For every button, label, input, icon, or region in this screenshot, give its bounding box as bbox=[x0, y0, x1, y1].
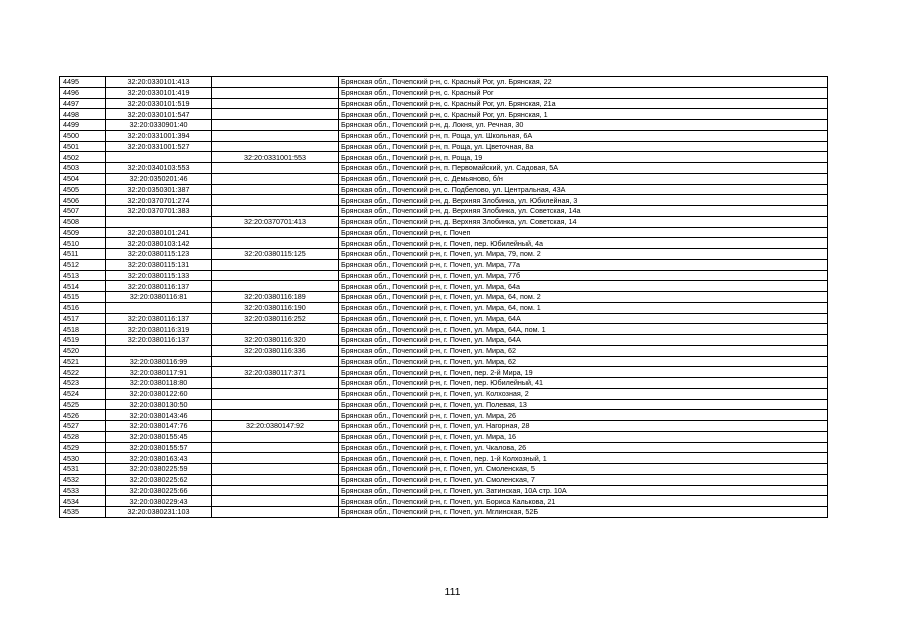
address-cell: Брянская обл., Почепский р-н, г. Почеп, ул. Мира, 64а bbox=[339, 281, 828, 292]
related-cadastral-number-cell bbox=[212, 98, 339, 109]
related-cadastral-number-cell: 32:20:0380117:371 bbox=[212, 367, 339, 378]
cadastral-number-cell: 32:20:0380225:59 bbox=[106, 464, 212, 475]
cadastral-number-cell: 32:20:0380116:319 bbox=[106, 324, 212, 335]
related-cadastral-number-cell bbox=[212, 130, 339, 141]
address-cell: Брянская обл., Почепский р-н, г. Почеп, ул. Затинская, 10А стр. 10А bbox=[339, 485, 828, 496]
table-row bbox=[60, 324, 828, 335]
table-row bbox=[60, 163, 828, 174]
row-number-cell: 4496 bbox=[60, 87, 106, 98]
row-number-cell: 4516 bbox=[60, 302, 106, 313]
row-number-cell: 4504 bbox=[60, 173, 106, 184]
table-row bbox=[60, 345, 828, 356]
registry-table bbox=[59, 76, 828, 518]
related-cadastral-number-cell: 32:20:0380116:336 bbox=[212, 345, 339, 356]
table-row bbox=[60, 152, 828, 163]
table-row bbox=[60, 98, 828, 109]
cadastral-number-cell: 32:20:0380116:137 bbox=[106, 335, 212, 346]
related-cadastral-number-cell: 32:20:0380147:92 bbox=[212, 421, 339, 432]
table-row bbox=[60, 173, 828, 184]
address-cell: Брянская обл., Почепский р-н, г. Почеп, ул. Мира, 79, пом. 2 bbox=[339, 249, 828, 260]
cadastral-number-cell: 32:20:0330101:413 bbox=[106, 77, 212, 88]
related-cadastral-number-cell bbox=[212, 464, 339, 475]
cadastral-number-cell: 32:20:0380103:142 bbox=[106, 238, 212, 249]
related-cadastral-number-cell bbox=[212, 120, 339, 131]
cadastral-number-cell: 32:20:0380225:62 bbox=[106, 474, 212, 485]
table-row bbox=[60, 259, 828, 270]
cadastral-number-cell: 32:20:0380115:133 bbox=[106, 270, 212, 281]
cadastral-number-cell: 32:20:0380115:131 bbox=[106, 259, 212, 270]
row-number-cell: 4517 bbox=[60, 313, 106, 324]
row-number-cell: 4503 bbox=[60, 163, 106, 174]
address-cell: Брянская обл., Почепский р-н, г. Почеп, ул. Смоленская, 7 bbox=[339, 474, 828, 485]
cadastral-number-cell: 32:20:0331001:527 bbox=[106, 141, 212, 152]
table-row bbox=[60, 313, 828, 324]
cadastral-number-cell: 32:20:0350201:46 bbox=[106, 173, 212, 184]
row-number-cell: 4510 bbox=[60, 238, 106, 249]
cadastral-number-cell: 32:20:0380130:50 bbox=[106, 399, 212, 410]
related-cadastral-number-cell bbox=[212, 259, 339, 270]
related-cadastral-number-cell bbox=[212, 453, 339, 464]
address-cell: Брянская обл., Почепский р-н, п. Роща, 19 bbox=[339, 152, 828, 163]
related-cadastral-number-cell: 32:20:0380116:320 bbox=[212, 335, 339, 346]
row-number-cell: 4509 bbox=[60, 227, 106, 238]
table-row bbox=[60, 109, 828, 120]
address-cell: Брянская обл., Почепский р-н, г. Почеп, пер. Юбилейный, 4а bbox=[339, 238, 828, 249]
table-row bbox=[60, 281, 828, 292]
related-cadastral-number-cell bbox=[212, 184, 339, 195]
address-cell: Брянская обл., Почепский р-н, г. Почеп, ул. Нагорная, 28 bbox=[339, 421, 828, 432]
cadastral-number-cell: 32:20:0380116:81 bbox=[106, 292, 212, 303]
address-cell: Брянская обл., Почепский р-н, г. Почеп, пер. 1-й Колхозный, 1 bbox=[339, 453, 828, 464]
row-number-cell: 4502 bbox=[60, 152, 106, 163]
row-number-cell: 4526 bbox=[60, 410, 106, 421]
row-number-cell: 4529 bbox=[60, 442, 106, 453]
cadastral-number-cell: 32:20:0380101:241 bbox=[106, 227, 212, 238]
cadastral-number-cell: 32:20:0330901:40 bbox=[106, 120, 212, 131]
table-row bbox=[60, 184, 828, 195]
related-cadastral-number-cell: 32:20:0380115:125 bbox=[212, 249, 339, 260]
related-cadastral-number-cell: 32:20:0380116:252 bbox=[212, 313, 339, 324]
address-cell: Брянская обл., Почепский р-н, г. Почеп, ул. Мира, 64А, пом. 1 bbox=[339, 324, 828, 335]
cadastral-number-cell: 32:20:0370701:383 bbox=[106, 206, 212, 217]
cadastral-number-cell: 32:20:0380117:91 bbox=[106, 367, 212, 378]
row-number-cell: 4500 bbox=[60, 130, 106, 141]
address-cell: Брянская обл., Почепский р-н, д. Верхняя Злобинка, ул. Советская, 14 bbox=[339, 216, 828, 227]
address-cell: Брянская обл., Почепский р-н, д. Верхняя Злобинка, ул. Советская, 14а bbox=[339, 206, 828, 217]
row-number-cell: 4497 bbox=[60, 98, 106, 109]
cadastral-number-cell: 32:20:0380143:46 bbox=[106, 410, 212, 421]
address-cell: Брянская обл., Почепский р-н, п. Роща, ул. Цветочная, 8а bbox=[339, 141, 828, 152]
cadastral-number-cell: 32:20:0380155:45 bbox=[106, 431, 212, 442]
table-row bbox=[60, 141, 828, 152]
row-number-cell: 4512 bbox=[60, 259, 106, 270]
address-cell: Брянская обл., Почепский р-н, с. Красный Рог, ул. Брянская, 1 bbox=[339, 109, 828, 120]
related-cadastral-number-cell: 32:20:0370701:413 bbox=[212, 216, 339, 227]
row-number-cell: 4523 bbox=[60, 378, 106, 389]
row-number-cell: 4499 bbox=[60, 120, 106, 131]
cadastral-number-cell bbox=[106, 345, 212, 356]
row-number-cell: 4530 bbox=[60, 453, 106, 464]
address-cell: Брянская обл., Почепский р-н, г. Почеп, ул. Мира, 64, пом. 2 bbox=[339, 292, 828, 303]
row-number-cell: 4534 bbox=[60, 496, 106, 507]
row-number-cell: 4495 bbox=[60, 77, 106, 88]
row-number-cell: 4522 bbox=[60, 367, 106, 378]
related-cadastral-number-cell: 32:20:0380116:189 bbox=[212, 292, 339, 303]
related-cadastral-number-cell bbox=[212, 173, 339, 184]
address-cell: Брянская обл., Почепский р-н, г. Почеп, ул. Смоленская, 5 bbox=[339, 464, 828, 475]
table-row bbox=[60, 410, 828, 421]
page-number: 111 bbox=[444, 586, 461, 598]
cadastral-number-cell: 32:20:0380155:57 bbox=[106, 442, 212, 453]
address-cell: Брянская обл., Почепский р-н, г. Почеп, ул. Мира, 62 bbox=[339, 345, 828, 356]
row-number-cell: 4520 bbox=[60, 345, 106, 356]
cadastral-number-cell: 32:20:0380229:43 bbox=[106, 496, 212, 507]
row-number-cell: 4511 bbox=[60, 249, 106, 260]
cadastral-number-cell: 32:20:0380163:43 bbox=[106, 453, 212, 464]
table-row bbox=[60, 474, 828, 485]
related-cadastral-number-cell bbox=[212, 87, 339, 98]
table-row bbox=[60, 378, 828, 389]
table-row bbox=[60, 335, 828, 346]
row-number-cell: 4533 bbox=[60, 485, 106, 496]
table-row bbox=[60, 292, 828, 303]
cadastral-number-cell: 32:20:0380225:66 bbox=[106, 485, 212, 496]
table-row bbox=[60, 367, 828, 378]
cadastral-number-cell: 32:20:0380122:60 bbox=[106, 388, 212, 399]
address-cell: Брянская обл., Почепский р-н, г. Почеп, ул. Мира, 16 bbox=[339, 431, 828, 442]
cadastral-number-cell: 32:20:0330101:419 bbox=[106, 87, 212, 98]
cadastral-number-cell: 32:20:0380116:137 bbox=[106, 281, 212, 292]
related-cadastral-number-cell bbox=[212, 206, 339, 217]
table-row bbox=[60, 87, 828, 98]
row-number-cell: 4515 bbox=[60, 292, 106, 303]
related-cadastral-number-cell bbox=[212, 388, 339, 399]
table-row bbox=[60, 496, 828, 507]
table-row bbox=[60, 421, 828, 432]
row-number-cell: 4518 bbox=[60, 324, 106, 335]
cadastral-number-cell bbox=[106, 216, 212, 227]
address-cell: Брянская обл., Почепский р-н, г. Почеп, ул. Мглинская, 52Б bbox=[339, 507, 828, 518]
table-row bbox=[60, 431, 828, 442]
related-cadastral-number-cell bbox=[212, 238, 339, 249]
row-number-cell: 4514 bbox=[60, 281, 106, 292]
related-cadastral-number-cell bbox=[212, 356, 339, 367]
cadastral-number-cell: 32:20:0331001:394 bbox=[106, 130, 212, 141]
related-cadastral-number-cell bbox=[212, 195, 339, 206]
table-row bbox=[60, 399, 828, 410]
address-cell: Брянская обл., Почепский р-н, г. Почеп, ул. Мира, 77б bbox=[339, 270, 828, 281]
address-cell: Брянская обл., Почепский р-н, г. Почеп, пер. 2-й Мира, 19 bbox=[339, 367, 828, 378]
related-cadastral-number-cell bbox=[212, 77, 339, 88]
table-row bbox=[60, 227, 828, 238]
cadastral-number-cell: 32:20:0380231:103 bbox=[106, 507, 212, 518]
address-cell: Брянская обл., Почепский р-н, г. Почеп, ул. Мира, 64А bbox=[339, 313, 828, 324]
cadastral-number-cell: 32:20:0330101:519 bbox=[106, 98, 212, 109]
address-cell: Брянская обл., Почепский р-н, с. Красный Рог bbox=[339, 87, 828, 98]
row-number-cell: 4535 bbox=[60, 507, 106, 518]
address-cell: Брянская обл., Почепский р-н, г. Почеп, ул. Мира, 26 bbox=[339, 410, 828, 421]
table-row bbox=[60, 249, 828, 260]
cadastral-number-cell: 32:20:0370701:274 bbox=[106, 195, 212, 206]
row-number-cell: 4525 bbox=[60, 399, 106, 410]
cadastral-number-cell: 32:20:0380116:99 bbox=[106, 356, 212, 367]
related-cadastral-number-cell bbox=[212, 399, 339, 410]
row-number-cell: 4531 bbox=[60, 464, 106, 475]
cadastral-number-cell: 32:20:0380116:137 bbox=[106, 313, 212, 324]
address-cell: Брянская обл., Почепский р-н, п. Первомайский, ул. Садовая, 5А bbox=[339, 163, 828, 174]
row-number-cell: 4532 bbox=[60, 474, 106, 485]
cadastral-number-cell: 32:20:0380118:80 bbox=[106, 378, 212, 389]
related-cadastral-number-cell bbox=[212, 270, 339, 281]
related-cadastral-number-cell bbox=[212, 163, 339, 174]
related-cadastral-number-cell bbox=[212, 141, 339, 152]
related-cadastral-number-cell bbox=[212, 378, 339, 389]
table-row bbox=[60, 464, 828, 475]
related-cadastral-number-cell bbox=[212, 507, 339, 518]
table-row bbox=[60, 77, 828, 88]
table-row bbox=[60, 270, 828, 281]
related-cadastral-number-cell bbox=[212, 485, 339, 496]
related-cadastral-number-cell bbox=[212, 496, 339, 507]
registry-table-body bbox=[60, 77, 828, 518]
row-number-cell: 4528 bbox=[60, 431, 106, 442]
table-row bbox=[60, 302, 828, 313]
row-number-cell: 4524 bbox=[60, 388, 106, 399]
row-number-cell: 4513 bbox=[60, 270, 106, 281]
table-row bbox=[60, 216, 828, 227]
address-cell: Брянская обл., Почепский р-н, г. Почеп, ул. Колхозная, 2 bbox=[339, 388, 828, 399]
address-cell: Брянская обл., Почепский р-н, п. Роща, ул. Школьная, 6А bbox=[339, 130, 828, 141]
table-row bbox=[60, 485, 828, 496]
row-number-cell: 4521 bbox=[60, 356, 106, 367]
address-cell: Брянская обл., Почепский р-н, с. Красный Рог, ул. Брянская, 22 bbox=[339, 77, 828, 88]
related-cadastral-number-cell bbox=[212, 324, 339, 335]
address-cell: Брянская обл., Почепский р-н, д. Локня, ул. Речная, 30 bbox=[339, 120, 828, 131]
table-row bbox=[60, 442, 828, 453]
cadastral-number-cell: 32:20:0380115:123 bbox=[106, 249, 212, 260]
address-cell: Брянская обл., Почепский р-н, г. Почеп, пер. Юбилейный, 41 bbox=[339, 378, 828, 389]
related-cadastral-number-cell bbox=[212, 474, 339, 485]
address-cell: Брянская обл., Почепский р-н, г. Почеп, ул. Чкалова, 26 bbox=[339, 442, 828, 453]
table-row bbox=[60, 507, 828, 518]
address-cell: Брянская обл., Почепский р-н, г. Почеп, ул. Мира, 62 bbox=[339, 356, 828, 367]
related-cadastral-number-cell bbox=[212, 281, 339, 292]
address-cell: Брянская обл., Почепский р-н, с. Красный Рог, ул. Брянская, 21а bbox=[339, 98, 828, 109]
related-cadastral-number-cell bbox=[212, 109, 339, 120]
cadastral-number-cell: 32:20:0330101:547 bbox=[106, 109, 212, 120]
row-number-cell: 4527 bbox=[60, 421, 106, 432]
cadastral-number-cell: 32:20:0340103:553 bbox=[106, 163, 212, 174]
table-row bbox=[60, 120, 828, 131]
row-number-cell: 4519 bbox=[60, 335, 106, 346]
address-cell: Брянская обл., Почепский р-н, с. Демьяново, б/н bbox=[339, 173, 828, 184]
address-cell: Брянская обл., Почепский р-н, г. Почеп, ул. Полевая, 13 bbox=[339, 399, 828, 410]
related-cadastral-number-cell bbox=[212, 442, 339, 453]
address-cell: Брянская обл., Почепский р-н, д. Верхняя Злобинка, ул. Юбилейная, 3 bbox=[339, 195, 828, 206]
table-row bbox=[60, 238, 828, 249]
related-cadastral-number-cell: 32:20:0331001:553 bbox=[212, 152, 339, 163]
address-cell: Брянская обл., Почепский р-н, г. Почеп bbox=[339, 227, 828, 238]
table-row bbox=[60, 453, 828, 464]
related-cadastral-number-cell bbox=[212, 410, 339, 421]
row-number-cell: 4508 bbox=[60, 216, 106, 227]
address-cell: Брянская обл., Почепский р-н, г. Почеп, ул. Мира, 77а bbox=[339, 259, 828, 270]
row-number-cell: 4507 bbox=[60, 206, 106, 217]
address-cell: Брянская обл., Почепский р-н, г. Почеп, ул. Мира, 64А bbox=[339, 335, 828, 346]
cadastral-number-cell bbox=[106, 152, 212, 163]
address-cell: Брянская обл., Почепский р-н, г. Почеп, ул. Мира, 64, пом. 1 bbox=[339, 302, 828, 313]
address-cell: Брянская обл., Почепский р-н, г. Почеп, ул. Бориса Калькова, 21 bbox=[339, 496, 828, 507]
table-row bbox=[60, 356, 828, 367]
related-cadastral-number-cell: 32:20:0380116:190 bbox=[212, 302, 339, 313]
table-row bbox=[60, 130, 828, 141]
cadastral-number-cell: 32:20:0380147:76 bbox=[106, 421, 212, 432]
row-number-cell: 4498 bbox=[60, 109, 106, 120]
related-cadastral-number-cell bbox=[212, 431, 339, 442]
row-number-cell: 4501 bbox=[60, 141, 106, 152]
table-row bbox=[60, 195, 828, 206]
related-cadastral-number-cell bbox=[212, 227, 339, 238]
row-number-cell: 4505 bbox=[60, 184, 106, 195]
address-cell: Брянская обл., Почепский р-н, с. Подбелово, ул. Центральная, 43А bbox=[339, 184, 828, 195]
cadastral-number-cell: 32:20:0350301:387 bbox=[106, 184, 212, 195]
cadastral-number-cell bbox=[106, 302, 212, 313]
table-row bbox=[60, 206, 828, 217]
row-number-cell: 4506 bbox=[60, 195, 106, 206]
table-row bbox=[60, 388, 828, 399]
